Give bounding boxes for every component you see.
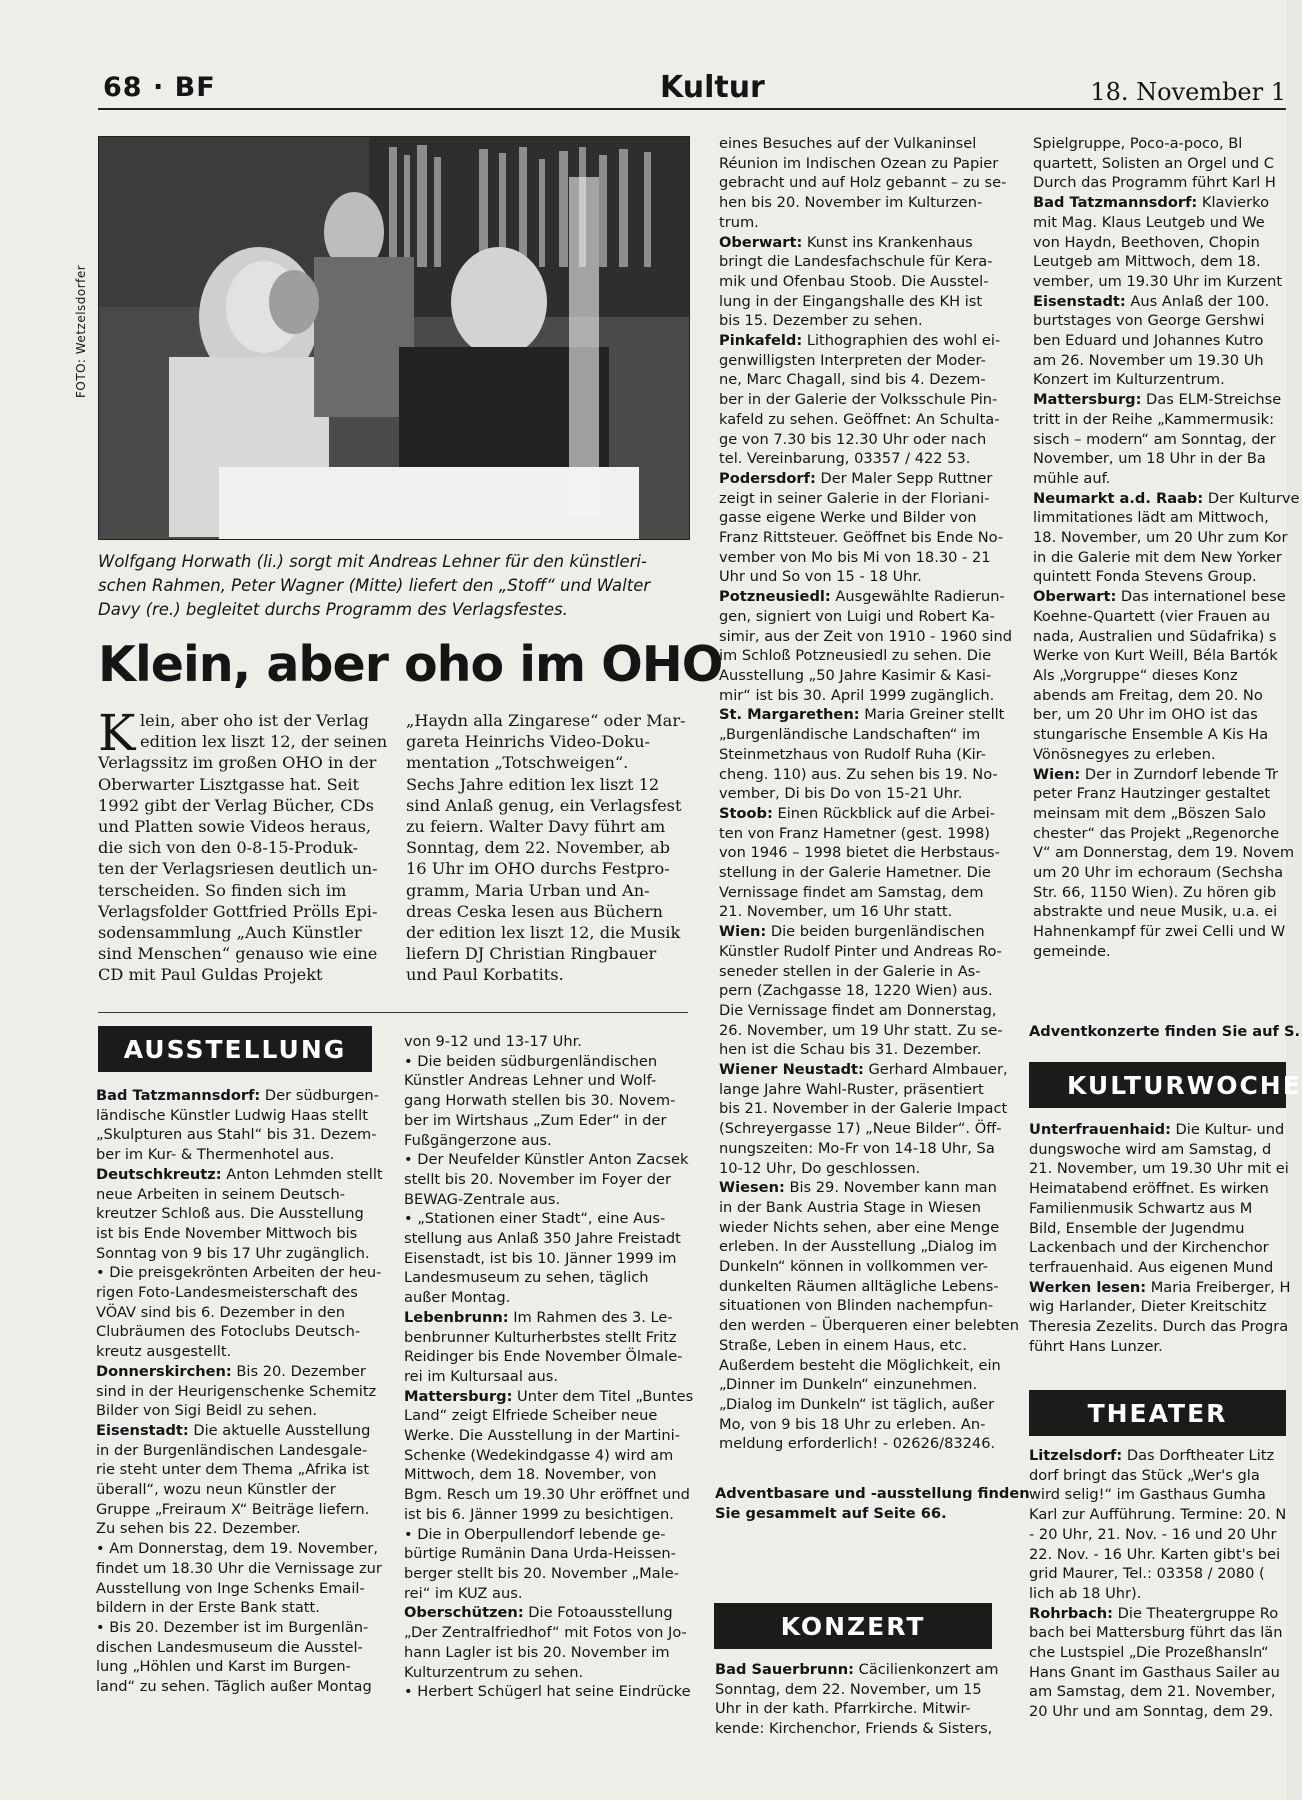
text-line: im Schloß Potzneusiedl zu sehen. Die xyxy=(719,647,992,665)
text-line: dischen Landesmuseum die Ausstel- xyxy=(96,1638,363,1656)
text-line: dunkelten Räumen alltägliche Lebens- xyxy=(719,1277,999,1295)
text-line: am Samstag, dem 21. November, xyxy=(1029,1683,1276,1701)
text-line: trum. xyxy=(719,213,759,231)
photo-caption xyxy=(98,550,688,622)
caption-line: Wolfgang Horwath (li.) sorgt mit Andreas Lehner für den künstleri- xyxy=(98,552,647,571)
text-line: Familienmusik Schwartz aus M xyxy=(1029,1199,1253,1217)
text-line: Künstler Andreas Lehner und Wolf- xyxy=(404,1072,657,1090)
note-line: Adventbasare und -ausstellung finden xyxy=(715,1485,1030,1502)
text-line: - 20 Uhr, 21. Nov. - 16 und 20 Uhr xyxy=(1029,1525,1277,1543)
text-line: findet um 18.30 Uhr die Vernissage zur xyxy=(96,1559,382,1577)
text-line: mit Mag. Klaus Leutgeb und We xyxy=(1033,213,1265,231)
text-line: ten der Verlagsriesen deutlich un- xyxy=(98,859,378,879)
text-line: stellt bis 20. November im Foyer der xyxy=(404,1170,671,1188)
text-line: ne, Marc Chagall, sind bis 4. Dezem- xyxy=(719,371,986,389)
text-line: sind Anlaß genug, ein Verlagsfest xyxy=(406,795,682,815)
text-line: (Schreyergasse 17) „Neue Bilder“. Öff- xyxy=(719,1120,1002,1138)
text-line: Franz Rittsteuer. Geöffnet bis Ende No- xyxy=(719,529,1004,547)
text-line: peter Franz Hautzinger gestaltet xyxy=(1033,785,1271,803)
text-line: bis 15. Dezember zu sehen. xyxy=(719,312,923,330)
text-line: in die Galerie mit dem New Yorker xyxy=(1033,548,1282,566)
text-line: Künstler Rudolf Pinter und Andreas Ro- xyxy=(719,942,1002,960)
text-line: Theresia Zezelits. Durch das Progra xyxy=(1029,1318,1289,1336)
text-line: den werden – Überqueren einer belebten xyxy=(719,1317,1019,1335)
text-line: Bad Sauerbrunn: Cäcilienkonzert am xyxy=(715,1661,999,1678)
text-line: Hahnenkampf für zwei Celli und W xyxy=(1033,923,1286,941)
text-line: edition lex liszt 12, der seinen xyxy=(140,732,388,752)
text-line: überall“, wozu neun Künstler der xyxy=(96,1481,336,1499)
photo-illustration xyxy=(99,137,689,539)
text-line: seneder stellen in der Galerie in As- xyxy=(719,962,981,980)
text-line: Steinmetzhaus von Rudolf Ruha (Kir- xyxy=(719,745,986,763)
text-line: stellung in der Galerie Hametner. Die xyxy=(719,864,991,882)
text-line: berger stellt bis 20. November „Male- xyxy=(404,1564,680,1582)
section-bar-ausstellung: AUSSTELLUNG xyxy=(98,1026,372,1072)
header-rule xyxy=(98,108,1286,110)
text-line: stungarische Ensemble A Kis Ha xyxy=(1033,726,1269,744)
text-line: Karl zur Aufführung. Termine: 20. N xyxy=(1029,1506,1287,1524)
text-line: 21. November, um 19.30 Uhr mit ei xyxy=(1029,1160,1289,1178)
text-line: 22. Nov. - 16 Uhr. Karten gibt's bei xyxy=(1029,1545,1281,1563)
text-line: abstrakte und neue Musik, u.a. ei xyxy=(1033,903,1278,921)
text-line: vember, Di bis Do von 15-21 Uhr. xyxy=(719,785,963,803)
text-line: chester“ das Projekt „Regenorche xyxy=(1033,824,1280,842)
section-bar-theater: THEATER xyxy=(1029,1390,1286,1436)
text-line: zu feiern. Walter Davy führt am xyxy=(406,817,666,837)
text-line: genwilligsten Interpreten der Moder- xyxy=(719,351,986,369)
text-line: Die Vernissage findet am Donnerstag, xyxy=(719,1001,997,1019)
text-line: „Der Zentralfriedhof“ mit Fotos von Jo- xyxy=(404,1624,687,1642)
text-line: gebracht und auf Holz gebannt – zu se- xyxy=(719,174,1007,192)
text-line: 18. November, um 20 Uhr zum Kor xyxy=(1033,529,1288,547)
text-line: in der Burgenländischen Landesgale- xyxy=(96,1441,368,1459)
text-line: quartett, Solisten an Orgel und C xyxy=(1033,154,1274,172)
article-divider xyxy=(98,1012,688,1013)
text-line: bach bei Mattersburg führt das län xyxy=(1029,1624,1283,1642)
text-line: lange Jahre Wahl-Ruster, präsentiert xyxy=(719,1080,984,1098)
text-line: wieder Nichts sehen, aber eine Menge xyxy=(719,1218,1000,1236)
text-line: Werken lesen: Maria Freiberger, H xyxy=(1029,1278,1291,1296)
article-photo xyxy=(98,136,690,540)
text-line: Sechs Jahre edition lex liszt 12 xyxy=(406,774,660,794)
text-line: gramm, Maria Urban und An- xyxy=(406,880,650,900)
text-line: Gruppe „Freiraum X“ Beiträge liefern. xyxy=(96,1500,370,1518)
text-line: Als „Vorgruppe“ dieses Konz xyxy=(1033,666,1238,684)
text-line: bringt die Landesfachschule für Kera- xyxy=(719,253,993,271)
section-title: Kultur xyxy=(660,70,765,105)
text-line: Hans Gnant im Gasthaus Sailer au xyxy=(1029,1663,1280,1681)
text-line: Spielgruppe, Poco-a-poco, Bl xyxy=(1033,135,1243,152)
text-line: pern (Zachgasse 18, 1220 Wien) aus. xyxy=(719,982,993,1000)
text-line: Wien: Die beiden burgenländischen xyxy=(719,923,985,941)
text-line: rei“ im KUZ aus. xyxy=(404,1584,523,1602)
text-line: mik und Ofenbau Stoob. Die Ausstel- xyxy=(719,272,989,290)
text-line: nungszeiten: Mo-Fr von 14-18 Uhr, Sa xyxy=(719,1139,995,1157)
text-line: kreutzer Schloß aus. Die Ausstellung xyxy=(96,1205,364,1223)
text-line: Oberwart: Kunst ins Krankenhaus xyxy=(719,233,973,251)
text-line: Clubräumen des Fotoclubs Deutsch- xyxy=(96,1323,361,1341)
text-line: sind Menschen“ genauso wie eine xyxy=(98,944,378,964)
ausstellung-column-1 xyxy=(96,1086,383,1697)
text-line: nada, Australien und Südafrika) s xyxy=(1033,627,1277,645)
text-line: mentation „Totschweigen“. xyxy=(406,753,629,773)
text-line: grid Maurer, Tel.: 03358 / 2080 ( xyxy=(1029,1565,1265,1583)
text-line: „Dialog im Dunkeln“ ist täglich, außer xyxy=(719,1396,995,1413)
text-line: erleben. In der Ausstellung „Dialog im xyxy=(719,1238,997,1256)
text-line: eines Besuches auf der Vulkaninsel xyxy=(719,135,977,152)
text-line: kende: Kirchenchor, Friends & Sisters, xyxy=(715,1720,993,1738)
text-line: gasse eigene Werke und Bilder von xyxy=(719,509,977,527)
text-line: Verlagssitz im großen OHO in der xyxy=(98,753,377,773)
text-line: terscheiden. So finden sich im xyxy=(98,880,347,900)
text-line: Réunion im Indischen Ozean zu Papier xyxy=(719,154,999,172)
text-line: Vönösnegyes zu erleben. xyxy=(1033,745,1216,763)
text-line: die sich von den 0-8-15-Produk- xyxy=(98,838,359,858)
text-line: V“ am Donnerstag, dem 19. Novem xyxy=(1033,844,1295,862)
text-line: Heimatabend eröffnet. Es wirken xyxy=(1029,1180,1269,1198)
text-line: • „Stationen einer Stadt“, eine Aus- xyxy=(404,1210,666,1228)
text-line: Eisenstadt, ist bis 10. Jänner 1999 im xyxy=(404,1249,677,1267)
text-line: Verlagsfolder Gottfried Prölls Epi- xyxy=(98,901,378,921)
text-line: Uhr in der kath. Pfarrkirche. Mitwir- xyxy=(715,1700,971,1718)
theater-listing xyxy=(1029,1446,1286,1722)
text-line: Fußgängerzone aus. xyxy=(404,1131,552,1149)
text-line: limmitationes lädt am Mittwoch, xyxy=(1033,509,1269,527)
text-line: führt Hans Lunzer. xyxy=(1029,1337,1163,1355)
text-line: Wiener Neustadt: Gerhard Almbauer, xyxy=(719,1061,1008,1079)
text-line: meldung erforderlich! - 02626/83246. xyxy=(719,1435,996,1453)
text-line: Potzneusiedl: Ausgewählte Radierun- xyxy=(719,588,1005,606)
text-line: ten von Franz Hametner (gest. 1998) xyxy=(719,824,990,842)
text-line: Oberwarter Lisztgasse hat. Seit xyxy=(98,774,360,794)
text-line: lung „Höhlen und Karst im Burgen- xyxy=(96,1658,351,1676)
text-line: Ausstellung von Inge Schenks Email- xyxy=(96,1579,365,1597)
text-line: in der Bank Austria Stage in Wiesen xyxy=(719,1198,982,1216)
text-line: Uhr und So von 15 - 18 Uhr. xyxy=(719,568,922,586)
text-line: Bgm. Resch um 19.30 Uhr eröffnet und xyxy=(404,1486,690,1504)
text-line: Reidinger bis Ende November Ölmale- xyxy=(404,1348,683,1366)
text-line: zeigt in seiner Galerie in der Floriani- xyxy=(719,489,990,507)
text-line: Außerdem besteht die Möglichkeit, ein xyxy=(719,1356,1001,1374)
text-line: Land“ zeigt Elfriede Scheiber neue xyxy=(404,1407,658,1425)
text-line: benbrunner Kulturherbstes stellt Fritz xyxy=(404,1328,677,1346)
advent-concert-note xyxy=(1029,1022,1300,1042)
text-line: lung in der Eingangshalle des KH ist xyxy=(719,292,983,310)
text-line: St. Margarethen: Maria Greiner stellt xyxy=(719,706,1005,724)
text-line: vember von Mo bis Mi von 18.30 - 21 xyxy=(719,548,991,566)
text-line: Werke. Die Ausstellung in der Martini- xyxy=(404,1427,681,1445)
advent-note xyxy=(715,1484,1030,1523)
text-line: Podersdorf: Der Maler Sepp Ruttner xyxy=(719,469,993,487)
text-line: CD mit Paul Guldas Projekt xyxy=(98,965,323,985)
text-line: um 20 Uhr im echoraum (Sechsha xyxy=(1033,864,1284,882)
text-line: ge von 7.30 bis 12.30 Uhr oder nach xyxy=(719,430,987,448)
text-line: Lackenbach und der Kirchenchor xyxy=(1029,1239,1269,1257)
text-line: kreutz ausgestellt. xyxy=(96,1343,232,1361)
text-line: Mattersburg: Unter dem Titel „Buntes xyxy=(404,1387,694,1405)
text-line: ländische Künstler Ludwig Haas stellt xyxy=(96,1106,368,1124)
kulturwoche-listing xyxy=(1029,1120,1290,1356)
text-line: rie steht unter dem Thema „Afrika ist xyxy=(96,1461,370,1479)
text-line: quintett Fonda Stevens Group. xyxy=(1033,568,1257,586)
text-line: che Lustspiel „Die Prozeßhansln“ xyxy=(1029,1644,1269,1662)
text-line: ist bis Ende November Mittwoch bis xyxy=(96,1224,358,1242)
text-line: • Der Neufelder Künstler Anton Zacsek xyxy=(404,1151,689,1169)
text-line: Sonntag, dem 22. November, um 15 xyxy=(715,1680,982,1698)
caption-line: schen Rahmen, Peter Wagner (Mitte) liefert den „Stoff“ und Walter xyxy=(98,576,651,595)
text-line: am 26. November um 19.30 Uh xyxy=(1033,351,1264,369)
text-line: Mo, von 9 bis 18 Uhr zu erleben. An- xyxy=(719,1415,986,1433)
section-bar-kulturwoche: KULTURWOCHE xyxy=(1029,1062,1286,1108)
text-line: Mittwoch, dem 18. November, von xyxy=(404,1466,657,1484)
text-line: rigen Foto-Landesmeisterschaft des xyxy=(96,1284,358,1302)
text-line: von 1946 – 1998 bietet die Herbstaus- xyxy=(719,844,1000,862)
text-line: Bad Tatzmannsdorf: Klavierko xyxy=(1033,194,1270,212)
text-line: liefern DJ Christian Ringbauer xyxy=(406,944,657,964)
text-line: rei im Kultursaal aus. xyxy=(404,1367,558,1385)
text-line: Pinkafeld: Lithographien des wohl ei- xyxy=(719,332,1001,350)
text-line: Donnerskirchen: Bis 20. Dezember xyxy=(96,1362,366,1380)
text-line: bildern in der Erste Bank statt. xyxy=(96,1599,320,1617)
text-line: Kulturzentrum zu sehen. xyxy=(404,1663,584,1681)
text-line: mir“ ist bis 30. April 1999 zugänglich. xyxy=(719,686,995,704)
text-line: Sonntag, dem 22. November, ab xyxy=(406,838,671,858)
text-line: Zu sehen bis 22. Dezember. xyxy=(96,1520,301,1538)
section-bar-konzert: KONZERT xyxy=(714,1603,992,1649)
text-line: hen bis 20. November im Kulturzen- xyxy=(719,194,983,212)
text-line: Landesmuseum zu sehen, täglich xyxy=(404,1269,649,1287)
text-line: Bild, Ensemble der Jugendmu xyxy=(1029,1219,1245,1237)
text-line: November, um 18 Uhr in der Ba xyxy=(1033,450,1266,468)
text-line: „Haydn alla Zingarese“ oder Mar- xyxy=(406,711,686,730)
text-line: Straße, Leben in einem Haus, etc. xyxy=(719,1336,967,1354)
text-line: 16 Uhr im OHO durchs Festpro- xyxy=(406,859,670,879)
text-line: tritt in der Reihe „Kammermusik: xyxy=(1033,410,1275,428)
text-line: situationen von Blinden nachempfun- xyxy=(719,1297,994,1315)
text-line: terfrauenhaid. Aus eigenen Mund xyxy=(1029,1258,1274,1276)
text-line: Durch das Programm führt Karl H xyxy=(1033,174,1276,192)
page-number: 68 · BF xyxy=(103,72,216,103)
text-line: neue Arbeiten in seinem Deutsch- xyxy=(96,1185,345,1203)
text-line: gemeinde. xyxy=(1033,942,1111,960)
text-line: • Die beiden südburgenländischen xyxy=(404,1052,658,1070)
text-line: hann Lagler ist bis 20. November im xyxy=(404,1643,670,1661)
text-line: Konzert im Kulturzentrum. xyxy=(1033,371,1225,389)
text-line: ben Eduard und Johannes Kutro xyxy=(1033,332,1264,350)
text-line: außer Montag. xyxy=(404,1289,511,1307)
text-line: gang Horwath stellen bis 30. Novem- xyxy=(404,1092,676,1110)
note-line: Sie gesammelt auf Seite 66. xyxy=(715,1504,947,1522)
text-line: wird selig!“ im Gasthaus Gumha xyxy=(1029,1486,1266,1504)
text-line: vember, um 19.30 Uhr im Kurzent xyxy=(1033,272,1283,290)
text-line: BEWAG-Zentrale aus. xyxy=(404,1190,561,1208)
text-line: dorf bringt das Stück „Wer's gla xyxy=(1029,1466,1260,1484)
text-line: tel. Vereinbarung, 03357 / 422 53. xyxy=(719,450,971,468)
text-line: • Die in Oberpullendorf lebende ge- xyxy=(404,1525,666,1543)
text-line: lein, aber oho ist der Verlag xyxy=(140,711,369,730)
text-line: sind in der Heurigenschenke Schemitz xyxy=(96,1382,377,1400)
text-line: ber in der Galerie der Volksschule Pin- xyxy=(719,391,998,409)
text-line: sodensammlung „Auch Künstler xyxy=(98,923,362,943)
text-line: abends am Freitag, dem 20. No xyxy=(1033,686,1263,704)
text-line: der edition lex liszt 12, die Musik xyxy=(406,923,681,943)
text-line: von 9-12 und 13-17 Uhr. xyxy=(404,1033,582,1050)
text-line: Wiesen: Bis 29. November kann man xyxy=(719,1179,997,1197)
text-line: Schenke (Wedekindgasse 4) wird am xyxy=(404,1446,674,1464)
listings-column-3 xyxy=(719,134,1019,1454)
text-line: dreas Ceska lesen aus Büchern xyxy=(406,901,663,921)
text-line: • Die preisgekrönten Arbeiten der heu- xyxy=(96,1264,382,1282)
text-line: Oberwart: Das internationel bese xyxy=(1033,588,1286,606)
text-line: 20 Uhr und am Sonntag, dem 29. xyxy=(1029,1703,1274,1721)
text-line: Bilder von Sigi Beidl zu sehen. xyxy=(96,1402,317,1420)
text-line: stellung aus Anlaß 350 Jahre Freistadt xyxy=(404,1230,681,1248)
text-line: 21. November, um 16 Uhr statt. xyxy=(719,903,953,921)
text-line: Stoob: Einen Rückblick auf die Arbei- xyxy=(719,804,996,822)
text-line: • Am Donnerstag, dem 19. November, xyxy=(96,1540,379,1558)
article-headline: Klein, aber oho im OHO xyxy=(98,636,723,693)
ausstellung-column-2 xyxy=(404,1032,693,1702)
text-line: bürtige Rumänin Dana Urda-Heissen- xyxy=(404,1545,676,1563)
text-line: VÖAV sind bis 6. Dezember in den xyxy=(96,1303,345,1321)
text-line: lich ab 18 Uhr). xyxy=(1029,1584,1142,1602)
text-line: Eisenstadt: Aus Anlaß der 100. xyxy=(1033,292,1270,310)
text-line: ber im Wirtshaus „Zum Eder“ in der xyxy=(404,1111,667,1129)
text-line: dungswoche wird am Samstag, d xyxy=(1029,1140,1272,1158)
text-line: Unterfrauenhaid: Die Kultur- und xyxy=(1029,1121,1285,1138)
caption-line: Davy (re.) begleitet durchs Programm des Verlagsfestes. xyxy=(98,600,568,619)
listings-column-4 xyxy=(1033,134,1299,962)
text-line: simir, aus der Zeit von 1910 - 1960 sind xyxy=(719,627,1013,645)
text-line: Leutgeb am Mittwoch, dem 18. xyxy=(1033,253,1261,271)
text-line: • Bis 20. Dezember ist im Burgenlän- xyxy=(96,1618,369,1636)
text-line: cheng. 110) aus. Zu sehen bis 19. No- xyxy=(719,765,998,783)
text-line: ber im Kur- & Thermenhotel aus. xyxy=(96,1146,335,1164)
text-line: Lebenbrunn: Im Rahmen des 3. Le- xyxy=(404,1308,673,1326)
text-line: kafeld zu sehen. Geöffnet: An Schulta- xyxy=(719,410,1000,428)
text-line: 1992 gibt der Verlag Bücher, CDs xyxy=(98,795,374,815)
text-line: ist bis 6. Jänner 1999 zu besichtigen. xyxy=(404,1505,674,1523)
text-line: 10-12 Uhr, Do geschlossen. xyxy=(719,1159,921,1177)
text-line: Vernissage findet am Samstag, dem xyxy=(719,883,984,901)
text-line: 26. November, um 19 Uhr statt. Zu se- xyxy=(719,1021,1003,1039)
text-line: Mattersburg: Das ELM-Streichse xyxy=(1033,391,1282,409)
text-line: Str. 66, 1150 Wien). Zu hören gib xyxy=(1033,883,1277,901)
text-line: ber, um 20 Uhr im OHO ist das xyxy=(1033,706,1258,724)
photo-credit: FOTO: Wetzelsdorfer xyxy=(74,264,88,398)
text-line: mühle auf. xyxy=(1033,469,1111,487)
text-line: „Burgenländische Landschaften“ im xyxy=(719,726,981,744)
text-line: „Dinner im Dunkeln“ einzunehmen. xyxy=(719,1376,978,1394)
text-line: Rohrbach: Die Theatergruppe Ro xyxy=(1029,1604,1279,1622)
article-column-1 xyxy=(98,704,388,986)
drop-cap: K xyxy=(98,704,136,762)
text-line: Litzelsdorf: Das Dorftheater Litz xyxy=(1029,1447,1275,1464)
text-line: Wien: Der in Zurndorf lebende Tr xyxy=(1033,765,1279,783)
text-line: Bad Tatzmannsdorf: Der südburgen- xyxy=(96,1087,379,1104)
text-line: hen ist die Schau bis 31. Dezember. xyxy=(719,1041,982,1059)
text-line: „Skulpturen aus Stahl“ bis 31. Dezem- xyxy=(96,1126,377,1144)
konzert-listing xyxy=(715,1660,998,1739)
text-line: Neumarkt a.d. Raab: Der Kulturve xyxy=(1033,489,1300,507)
text-line: Werke von Kurt Weill, Béla Bartók xyxy=(1033,647,1278,665)
text-line: wig Harlander, Dieter Kreitschitz xyxy=(1029,1298,1267,1316)
text-line: gareta Heinrichs Video-Doku- xyxy=(406,732,650,752)
text-line: und Platten sowie Videos heraus, xyxy=(98,817,372,837)
issue-date: 18. November 1 xyxy=(1090,78,1286,106)
text-line: sisch – modern“ am Sonntag, der xyxy=(1033,430,1276,448)
text-line: Oberschützen: Die Fotoausstellung xyxy=(404,1604,673,1622)
article-column-2 xyxy=(406,710,686,986)
text-line: gen, signiert von Luigi und Robert Ka- xyxy=(719,607,995,625)
text-line: und Paul Korbatits. xyxy=(406,965,564,985)
text-line: Koehne-Quartett (vier Frauen au xyxy=(1033,607,1271,625)
text-line: Dunkeln“ können in vollkommen ver- xyxy=(719,1258,989,1276)
text-line: • Herbert Schügerl hat seine Eindrücke xyxy=(404,1683,691,1701)
text-line: bis 21. November in der Galerie Impact xyxy=(719,1100,1008,1118)
note-line: Adventkonzerte finden Sie auf S. xyxy=(1029,1023,1301,1040)
text-line: Sonntag von 9 bis 17 Uhr zugänglich. xyxy=(96,1244,370,1262)
text-line: Deutschkreutz: Anton Lehmden stellt xyxy=(96,1165,383,1183)
text-line: burtstages von George Gershwi xyxy=(1033,312,1265,330)
text-line: land“ zu sehen. Täglich außer Montag xyxy=(96,1678,372,1696)
text-line: Eisenstadt: Die aktuelle Ausstellung xyxy=(96,1421,371,1439)
text-line: meinsam mit dem „Böszen Salo xyxy=(1033,804,1266,822)
text-line: von Haydn, Beethoven, Chopin xyxy=(1033,233,1260,251)
text-line: Ausstellung „50 Jahre Kasimir & Kasi- xyxy=(719,666,992,684)
